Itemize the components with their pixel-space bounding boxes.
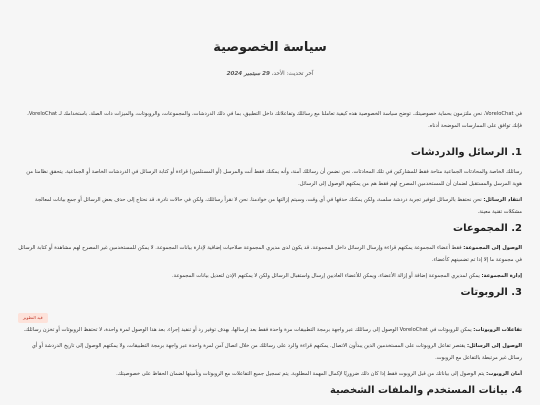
last-updated-label: آخر تحديث: الأحد، <box>271 71 314 77</box>
last-updated <box>0 71 540 77</box>
intro-paragraph <box>18 108 522 132</box>
message-access-text: يقتصر تفاعل الروبوتات على المستخدمين الذين يبدأون الاتصال. يمكنهم قراءة والرد على رسائلك من خلال اتصال آمن لمرة واحدة عبر واجهة برمجة التطبيقات، ولا يمكنهم الوصول إلى تاريخ الدردشة أو أي رسائل غير مرتبطة بالتفاعل مع الروبوت. <box>31 343 522 361</box>
bot-interactions-brand: VoreloChat <box>399 327 428 333</box>
page-title: سياسة الخصوصية <box>213 40 327 55</box>
policy-content <box>18 108 522 398</box>
section-bots-paragraph-3 <box>18 368 522 380</box>
section-groups-paragraph-2 <box>18 270 522 282</box>
section-heading-messages: 1. الرسائل والدردشات <box>410 147 522 158</box>
intro-text-1: في <box>513 111 522 117</box>
section-bots-paragraph-2 <box>18 340 522 364</box>
section-messages-paragraph-2 <box>18 194 522 218</box>
bots-badge-row <box>18 304 522 318</box>
message-retention-label: انتقاد الرسائل: <box>483 197 522 203</box>
section-heading-bots: 3. الروبوتات <box>460 287 522 298</box>
bot-interactions-label: تفاعلات الروبوتات: <box>473 327 522 333</box>
message-retention-text: نحن نحتفظ بالرسائل لتوفير تجربة دردشة سلسة، ولكن يمكنك حذفها في أي وقت، وسيتم إزالتها من خوادمنا. نحن لا نقرأ رسائلك، ولكن في حالات نادرة، قد نحتاج إلى حذف بعض الرسائل أو جمع بيانات لمعالجة مشكلات تقنية معينة. <box>35 197 522 215</box>
page-header <box>0 0 540 77</box>
bot-security-text: يتم الوصول إلى بياناتك من قبل الروبوت فقط إذا كان ذلك ضروريًا لإكمال المهمة المطلوبة. يتم تسجيل جميع التفاعلات مع الروبوتات وتأمينها لضمان الحفاظ على خصوصيتك. <box>116 371 487 377</box>
intro-brand: VoreloChat <box>485 111 514 117</box>
section-heading-groups: 2. المجموعات <box>453 223 522 234</box>
last-updated-date: 29 سبتمبر 2024 <box>226 71 270 77</box>
message-access-label: الوصول إلى الرسائل: <box>467 343 522 349</box>
group-management-label: إدارة المجموعة: <box>481 273 522 279</box>
section-bots-paragraph-1 <box>18 324 522 336</box>
section-groups-paragraph-1 <box>18 242 522 266</box>
intro-text-2: ، نحن ملتزمون بحماية خصوصيتك. توضح سياسة الخصوصية هذه كيفية تعاملنا مع رسائلك وتفاعلاتك داخل التطبيق، بما في ذلك الدردشات، والمجموعات، والروبوتات، والميزات ذات الصلة. باستخدامك لـ <box>57 111 486 117</box>
group-access-label: الوصول إلى المجموعة: <box>463 245 522 251</box>
under-development-badge: قيد التطوير <box>18 313 48 323</box>
bot-security-label: أمان الروبوت: <box>486 371 522 377</box>
intro-text-3: ، فإنك توافق على الممارسات الموضحة أدناه. <box>27 111 522 129</box>
bot-interactions-text-a: يمكن للروبوتات في <box>427 327 474 333</box>
section-messages-paragraph-1: رسائلك الخاصة والمحادثات الجماعية متاحة فقط للمشاركين في تلك المحادثات. نحن نضمن أن رسائلك آمنة، وأنه يمكنك فقط أنت والمرسل (أو المستلمين) قراءة أو كتابة الرسائل في الدردشات الخاصة أو الجماعية. يتحقق نظامنا من هوية المرسل والمستقبل لضمان أن للمستخدمين المصرح لهم فقط هم من يمكنهم الوصول إلى الرسائل. <box>26 169 522 187</box>
group-access-text: فقط أعضاء المجموعة يمكنهم قراءة وإرسال الرسائل داخل المجموعة. قد يكون لدى مديري المجموعة صلاحيات إضافية لإدارة بيانات المجموعة. لا يمكن للمستخدمين غير المصرح لهم مشاهدة أو كتابة الرسائل في مجموعة ما إلا إذا تم تضمينهم كأعضاء. <box>18 245 522 263</box>
bot-interactions-text-b: الوصول إلى رسائلك عبر واجهة برمجة التطبيقات مرة واحدة فقط بعد إرسالها، بهدف توفير رد أو تنفيذ إجراء. بعد هذا الوصول لمرة واحدة، لا تحتفظ الروبوتات أو تخزن رسائلك. <box>23 327 400 333</box>
group-management-text: يمكن لمديري المجموعة إضافة أو إزالة الأعضاء، ويمكن للأعضاء العاديين إرسال واستقبال الرسائل ولكن لا يمكنهم الإذن لتعديل بيانات المجموعة. <box>172 273 482 279</box>
section-heading-user-data: 4. بيانات المستخدم والملفات الشخصية <box>329 385 522 396</box>
intro-brand-2: VoreloChat <box>28 111 58 117</box>
